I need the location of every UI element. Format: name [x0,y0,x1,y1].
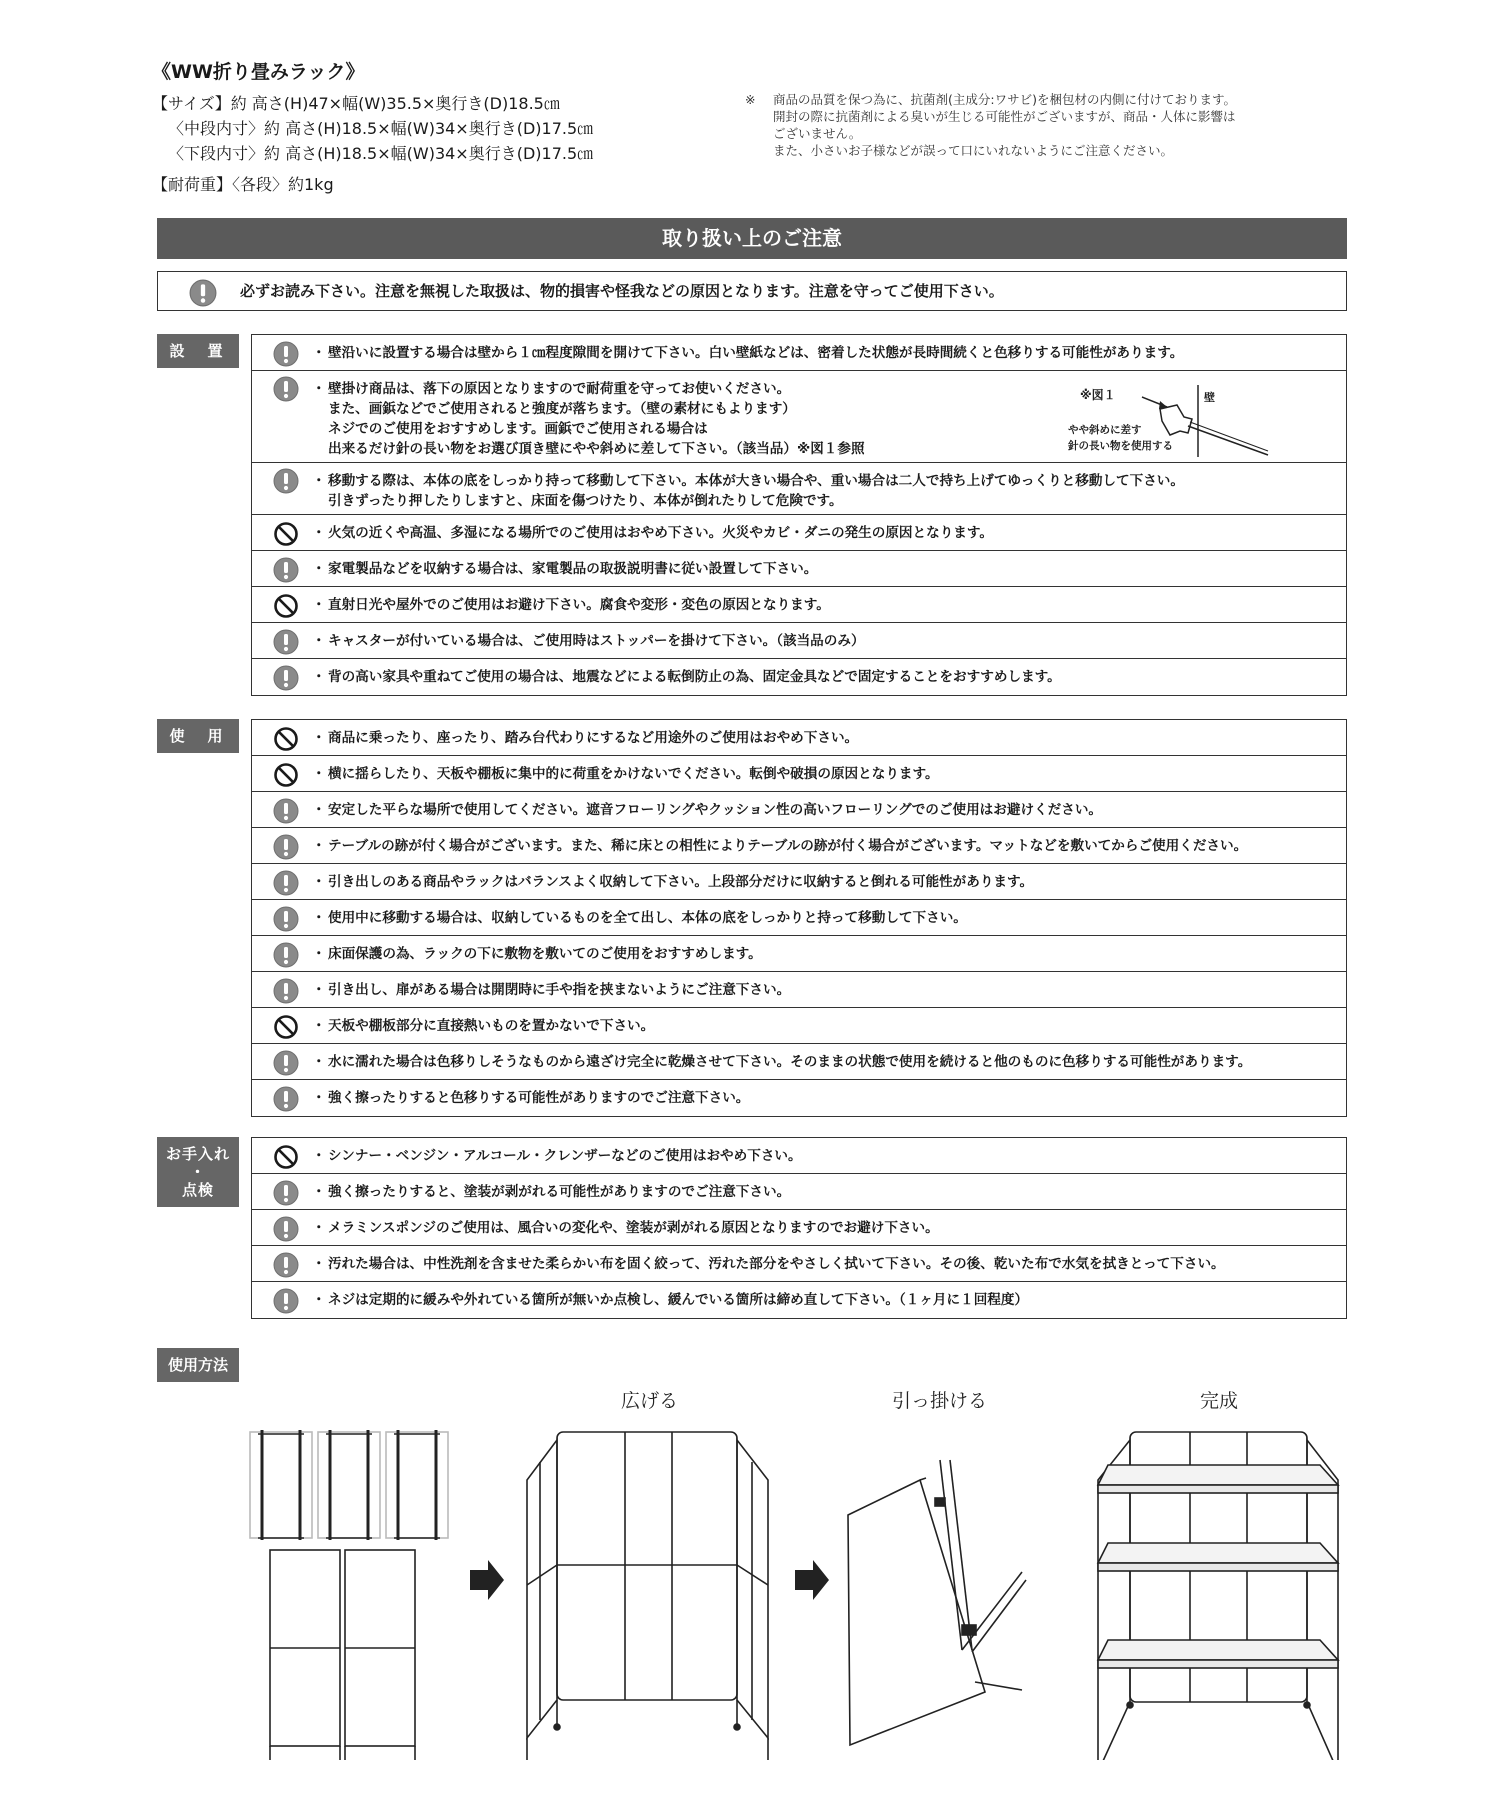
bullet: ・ [312,1184,326,1200]
bullet: ・ [312,633,326,649]
caution-icon [273,341,299,367]
caution-row [252,659,1346,695]
caution-text: テーブルの跡が付く場合がございます。また、稀に床との相性によりテーブルの跡が付く場合がございます。マットなどを敷いてからご使用ください。 [328,838,1248,854]
caution-text: 引き出しのある商品やラックはバランスよく収納して下さい。上段部分だけに収納すると倒れる可能性があります。 [328,874,1034,890]
bullet: ・ [312,838,326,854]
prohibited-icon [273,593,299,619]
bullet: ・ [312,1054,326,1070]
bullet: ・ [312,910,326,926]
bullet: ・ [312,802,326,818]
notice-mark: ※ [745,92,756,107]
caution-icon [273,665,299,691]
caution-row [252,1246,1346,1282]
prohibited-icon [273,521,299,547]
folded-panel-3 [386,1430,448,1540]
caution-text: 引き出し、扉がある場合は開閉時に手や指を挟まないようにご注意下さい。 [328,982,791,998]
bullet: ・ [312,946,326,962]
caution-icon [273,376,299,402]
caution-icon [273,870,299,896]
bullet: ・ [312,1292,326,1308]
caution-row [252,587,1346,623]
section-box [251,719,1347,1117]
caution-row [252,900,1346,936]
spec-lower: 〈下段内寸〉約 高さ(H)18.5×幅(W)34×奥行き(D)17.5㎝ [168,144,594,163]
caution-icon [273,629,299,655]
caution-text: 使用中に移動する場合は、収納しているものを全て出し、本体の底をしっかりと持って移動して下さい。 [328,910,967,926]
bullet: ・ [312,381,326,397]
antibacterial-notice [745,91,1383,159]
folded-body [270,1550,415,1760]
caution-row [252,463,1346,515]
step-hook-label: 引っ掛ける [892,1390,988,1412]
caution-icon [273,942,299,968]
figure-1-caption: 針の長い物を使用する [1068,440,1173,452]
bullet: ・ [312,1148,326,1164]
caution-text: 強く擦ったりすると色移りする可能性がありますのでご注意下さい。 [328,1090,750,1106]
caution-row [252,371,1346,463]
bullet: ・ [312,525,326,541]
pin-needle [1190,422,1268,451]
prohibited-icon [273,1144,299,1170]
caution-icon [273,468,299,494]
usage-illustration [0,1420,1500,1760]
folded-panel-2 [318,1430,380,1540]
figure-1-pushpin [1032,377,1332,457]
folded-panel-1 [250,1430,312,1540]
caution-row [252,936,1346,972]
caution-row [252,551,1346,587]
bullet: ・ [312,1220,326,1236]
caution-text: 商品に乗ったり、座ったり、踏み台代わりにするなど用途外のご使用はおやめ下さい。 [328,730,859,746]
caution-row [252,720,1346,756]
prohibited-icon [273,726,299,752]
caution-row [252,972,1346,1008]
caution-icon [189,279,217,307]
main-warning-box [157,271,1347,311]
caution-row [252,792,1346,828]
caution-icon [273,1050,299,1076]
caution-icon [273,1216,299,1242]
caution-text: キャスターが付いている場合は、ご使用時はストッパーを掛けて下さい。（該当品のみ） [328,633,865,649]
bullet: ・ [312,982,326,998]
caution-row [252,1008,1346,1044]
caution-row [252,515,1346,551]
caution-text: 安定した平らな場所で使用してください。遮音フローリングやクッション性の高いフローリングでのご使用はお避けください。 [328,802,1103,818]
caution-text: 火気の近くや高温、多湿になる場所でのご使用はおやめ下さい。火災やカビ・ダニの発生の原因となります。 [328,525,994,541]
main-warning-text: 必ずお読み下さい。注意を無視した取扱は、物的損害や怪我などの原因となります。注意を守ってご使用下さい。 [240,282,1004,300]
bullet: ・ [312,561,326,577]
caution-text: ネジは定期的に緩みや外れている箇所が無いか点検し、緩んでいる箇所は締め直して下さい。（１ヶ月に１回程度） [328,1292,1029,1308]
prohibited-icon [273,762,299,788]
spec-middle: 〈中段内寸〉約 高さ(H)18.5×幅(W)34×奥行き(D)17.5㎝ [168,119,594,138]
caution-icon [273,978,299,1004]
pushpin-icon [1160,405,1192,435]
caution-row [252,1210,1346,1246]
section-box [251,1137,1347,1319]
figure-1-caption: やや斜めに差す [1068,424,1142,436]
caution-icon [273,798,299,824]
bullet: ・ [312,874,326,890]
prohibited-icon [273,1014,299,1040]
spec-load: 【耐荷重】〈各段〉約1kg [152,175,334,194]
bullet: ・ [312,345,326,361]
bullet: ・ [312,1256,326,1272]
arrow-right-icon [795,1560,829,1600]
caution-text: 汚れた場合は、中性洗剤を含ませた柔らかい布を固く絞って、汚れた部分をやさしく拭いて下さい。その後、乾いた布で水気を拭きとって下さい。 [328,1256,1225,1272]
notice-text: 商品の品質を保つ為に、抗菌剤(主成分:ワサビ)を梱包材の内側に付けております。 開封の際に抗菌剤による臭いが生じる可能性がございますが、商品・人体に影響は ございません。 また、小さいお子様などが誤って口にいれないようにご注意ください。 [773,92,1236,158]
usage-label: 使用方法 [157,1348,239,1382]
caution-text: 壁掛け商品は、落下の原因となりますので耐荷重を守ってお使いください。 また、画鋲などでご使用されると強度が落ちます。（壁の素材にもよります） ネジでのご使用をおすすめします。画鋲でご使用される場合は 出来るだけ針の長い物をお選び頂き壁にやや斜めに差して下さい。（該当品）※図１参照 [328,381,865,457]
caution-row [252,1044,1346,1080]
caution-icon [273,906,299,932]
caution-text: シンナー・ベンジン・アルコール・クレンザーなどのご使用はおやめ下さい。 [328,1148,802,1164]
caution-icon [273,1288,299,1314]
caution-row [252,756,1346,792]
pin-needle [1188,426,1268,455]
caution-row [252,828,1346,864]
wall-label: 壁 [1204,391,1215,404]
expanded-rack [524,1432,771,1760]
caution-text: 水に濡れた場合は色移りしそうなものから遠ざけ完全に乾燥させて下さい。そのままの状態で使用を続けると他のものに色移りする可能性があります。 [328,1054,1252,1070]
spec-block [152,60,593,197]
figure-1-label: ※図１ [1080,388,1116,402]
caution-text: 移動する際は、本体の底をしっかり持って移動して下さい。本体が大きい場合や、重い場合は二人で持ち上げてゆっくりと移動して下さい。 引きずったり押したりしますと、床面を傷つけたり、本体が倒れたりして危険です。 [328,473,1184,509]
caution-text: 横に揺らしたり、天板や棚板に集中的に荷重をかけないでください。転倒や破損の原因となります。 [328,766,939,782]
caution-icon [273,557,299,583]
section-box [251,334,1347,696]
caution-text: 壁沿いに設置する場合は壁から１㎝程度隙間を開けて下さい。白い壁紙などは、密着した状態が長時間続くと色移りする可能性があります。 [328,345,1184,361]
step-complete-label: 完成 [1200,1390,1239,1412]
bullet: ・ [312,597,326,613]
caution-icon [273,1180,299,1206]
section-label: お手入れ ・ 点検 [157,1137,239,1207]
step-expand-label: 広げる [621,1390,679,1412]
caution-row [252,1282,1346,1318]
caution-row [252,1138,1346,1174]
product-title: 《WW折り畳みラック》 [152,61,365,83]
caution-row [252,864,1346,900]
hook-illustration [848,1460,1026,1745]
bullet: ・ [312,730,326,746]
completed-rack [1095,1432,1341,1760]
caution-row [252,1080,1346,1116]
caution-row [252,623,1346,659]
handling-cautions-banner: 取り扱い上のご注意 [157,218,1347,259]
bullet: ・ [312,766,326,782]
caution-text: 直射日光や屋外でのご使用はお避け下さい。腐食や変形・変色の原因となります。 [328,597,830,613]
caution-text: 強く擦ったりすると、塗装が剥がれる可能性がありますのでご注意下さい。 [328,1184,791,1200]
caution-text: 家電製品などを収納する場合は、家電製品の取扱説明書に従い設置して下さい。 [328,561,818,577]
bullet: ・ [312,1090,326,1106]
section-label: 設 置 [157,334,239,368]
caution-row [252,1174,1346,1210]
section-label: 使 用 [157,719,239,753]
caution-icon [273,834,299,860]
caution-row [252,335,1346,371]
bullet: ・ [312,1018,326,1034]
caution-icon [273,1252,299,1278]
caution-text: メラミンスポンジのご使用は、風合いの変化や、塗装が剥がれる原因となりますのでお避け下さい。 [328,1220,939,1236]
caution-text: 床面保護の為、ラックの下に敷物を敷いてのご使用をおすすめします。 [328,946,762,962]
arrow-right-icon [470,1560,504,1600]
caution-text: 背の高い家具や重ねてご使用の場合は、地震などによる転倒防止の為、固定金具などで固定することをおすすめします。 [328,669,1061,685]
spec-size: 【サイズ】約 高さ(H)47×幅(W)35.5×奥行き(D)18.5㎝ [152,94,560,113]
caution-icon [273,1086,299,1112]
bullet: ・ [312,669,326,685]
caution-text: 天板や棚板部分に直接熱いものを置かないで下さい。 [328,1018,655,1034]
bullet: ・ [312,473,326,489]
